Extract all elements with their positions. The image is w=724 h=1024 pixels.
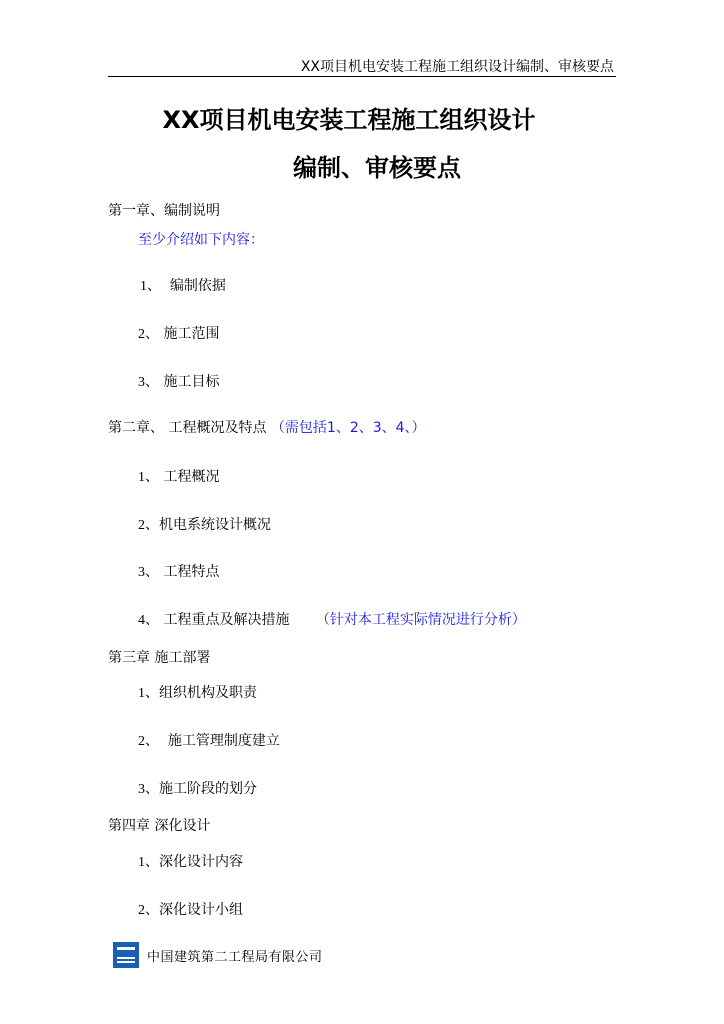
list-item: 3、施工阶段的划分 xyxy=(138,781,257,797)
list-item: 1、 工程概况 xyxy=(138,469,220,485)
chapter-1-heading: 第一章、编制说明 xyxy=(108,203,220,219)
running-header: XX项目机电安装工程施工组织设计编制、审核要点 xyxy=(300,59,614,75)
list-item: 2、 施工管理制度建立 xyxy=(138,733,280,749)
analysis-note: （针对本工程实际情况进行分析） xyxy=(315,612,526,628)
list-item: 3、 施工目标 xyxy=(138,374,220,390)
list-item: 4、 工程重点及解决措施 （针对本工程实际情况进行分析） xyxy=(138,612,526,628)
list-item: 2、深化设计小组 xyxy=(138,902,243,918)
footer xyxy=(113,942,323,968)
list-item: 2、 施工范围 xyxy=(138,326,220,342)
list-item: 1、组织机构及职责 xyxy=(138,685,257,701)
cscec-logo-icon xyxy=(113,942,139,968)
chapter-1-intro: 至少介绍如下内容： xyxy=(138,232,264,248)
header-divider xyxy=(108,76,616,77)
chapter-2-heading: 第二章、 工程概况及特点 （需包括1、2、3、4、） xyxy=(108,420,426,436)
list-item: 3、 工程特点 xyxy=(138,564,220,580)
list-item: 2、机电系统设计概况 xyxy=(138,517,271,533)
list-item: 1、 编制依据 xyxy=(140,278,226,294)
list-item: 1、深化设计内容 xyxy=(138,854,243,870)
chapter-2-note: （需包括1、2、3、4、） xyxy=(270,420,426,436)
document-title-line1: XX项目机电安装工程施工组织设计 xyxy=(162,106,536,134)
company-name: 中国建筑第二工程局有限公司 xyxy=(147,949,323,965)
chapter-4-heading: 第四章 深化设计 xyxy=(108,818,211,834)
document-title-line2: 编制、审核要点 xyxy=(293,154,461,182)
chapter-3-heading: 第三章 施工部署 xyxy=(108,650,211,666)
